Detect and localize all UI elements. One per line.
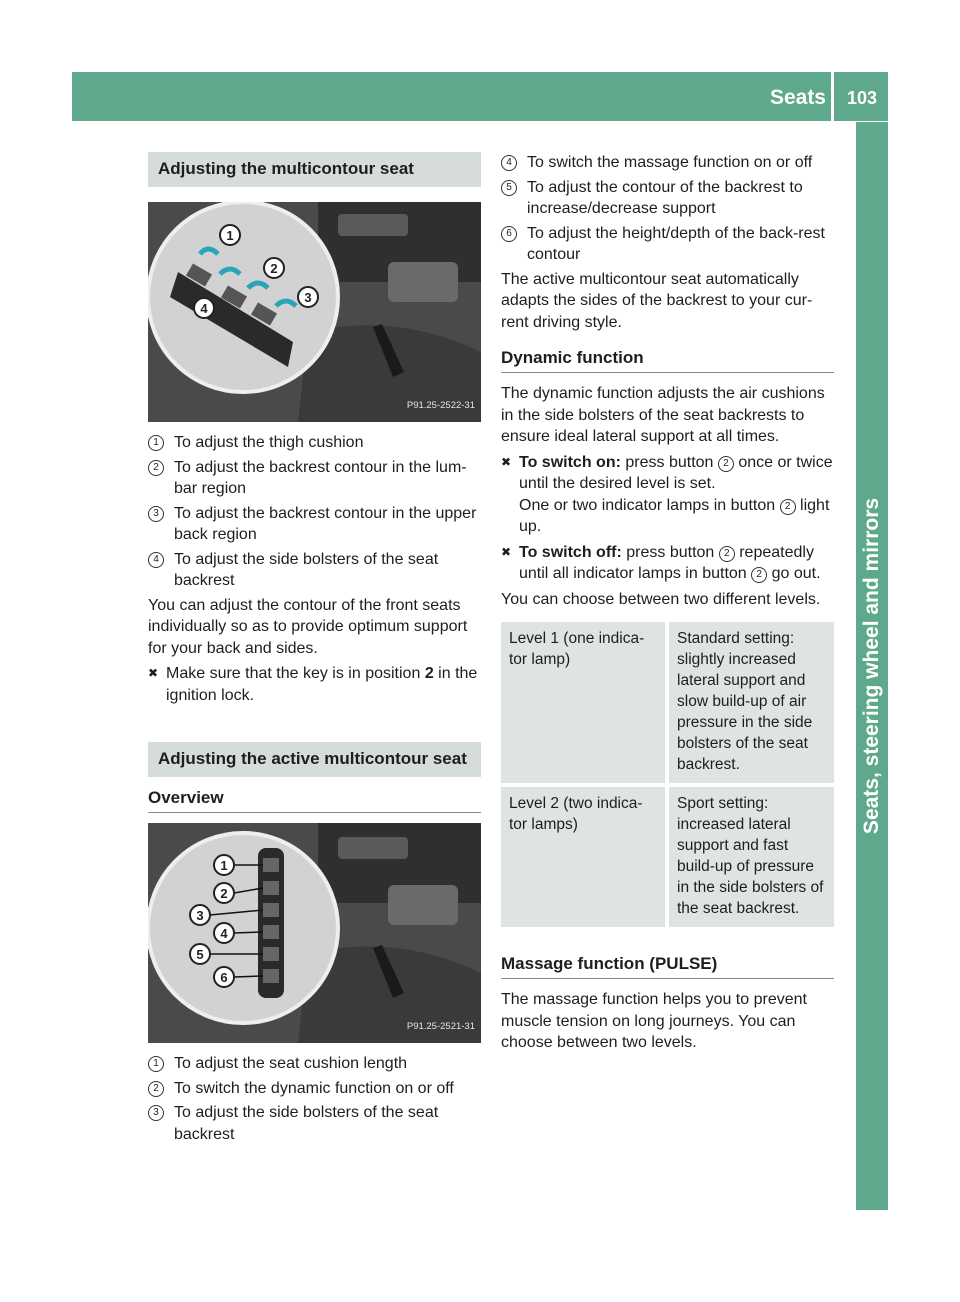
overview-heading: Overview xyxy=(148,787,481,813)
list-item: 6 To adjust the height/depth of the back-rest contour xyxy=(501,223,834,266)
section-title: Seats xyxy=(769,86,826,109)
massage-paragraph: The massage function helps you to prevent muscle tension on long journeys. You can choose between two levels. xyxy=(501,991,807,1051)
multicontour-legend xyxy=(148,432,481,592)
header-separator xyxy=(831,72,834,121)
multicontour-heading: Adjusting the multicontour seat xyxy=(148,152,481,187)
dynamic-heading: Dynamic function xyxy=(501,347,834,373)
seat-control-illustration xyxy=(148,202,481,422)
list-item: 2 To switch the dynamic function on or off xyxy=(148,1078,481,1100)
list-item: 4 To adjust the side bolsters of the seat backrest xyxy=(148,549,481,592)
massage-heading: Massage function (PULSE) xyxy=(501,953,834,979)
list-item: 2 To adjust the backrest contour in the lum-bar region xyxy=(148,457,481,500)
svg-text:5: 5 xyxy=(196,947,204,962)
svg-text:1: 1 xyxy=(220,858,228,873)
active-multicontour-heading: Adjusting the active multicontour seat xyxy=(148,742,481,777)
side-tab-label: Seats, steering wheel and mirrors xyxy=(860,497,883,835)
level-desc-cell: Sport setting: increased lateral support and fast build-up of pressure in the side bolsters of the seat backrest. xyxy=(665,787,834,927)
ignition-step: ✖ Make sure that the key is in position 2 in the ignition lock. xyxy=(148,665,478,704)
multicontour-paragraph: You can adjust the contour of the front seats individually so as to provide optimum support for your back and sides. xyxy=(148,596,468,657)
svg-text:2: 2 xyxy=(270,261,278,276)
list-item: 5 To adjust the contour of the backrest to increase/decrease support xyxy=(501,177,834,220)
svg-text:3: 3 xyxy=(304,290,312,305)
svg-text:1: 1 xyxy=(226,228,234,243)
active-multicontour-photo xyxy=(148,823,481,1043)
svg-text:3: 3 xyxy=(196,908,204,923)
active-multicontour-paragraph: The active multicontour seat automatically adapts the sides of the backrest to your cur-rent driving style. xyxy=(501,270,813,331)
multicontour-photo xyxy=(148,202,481,422)
active-multicontour-legend-b xyxy=(501,152,834,266)
switch-on-step: ✖ To switch on: press button 2 once or twice until the desired level is set. One or two indicator lamps in button 2 light up. xyxy=(501,453,833,535)
table-row xyxy=(501,622,834,783)
left-column xyxy=(148,152,481,1148)
level-desc-cell: Standard setting: slightly increased lateral support and slow build-up of air pressure in the side bolsters of the seat backrest. xyxy=(665,622,834,783)
table-row xyxy=(501,787,834,927)
step-arrow-icon: ✖ xyxy=(148,666,159,680)
list-item: 3 To adjust the side bolsters of the seat backrest xyxy=(148,1102,481,1145)
image-code: P91.25-2521-31 xyxy=(406,1020,475,1032)
svg-text:6: 6 xyxy=(220,970,228,985)
image-code: P91.25-2522-31 xyxy=(406,399,475,411)
levels-intro: You can choose between two different levels. xyxy=(501,590,821,608)
right-column xyxy=(501,152,834,1058)
list-item: 4 To switch the massage function on or off xyxy=(501,152,834,174)
svg-text:4: 4 xyxy=(220,926,228,941)
levels-table xyxy=(501,618,834,931)
svg-text:2: 2 xyxy=(220,886,228,901)
list-item: 1 To adjust the thigh cushion xyxy=(148,432,481,454)
list-item: 3 To adjust the backrest contour in the upper back region xyxy=(148,503,481,546)
level-cell: Level 1 (one indica-tor lamp) xyxy=(501,622,665,783)
page-number: 103 xyxy=(846,88,878,108)
step-arrow-icon: ✖ xyxy=(501,454,512,469)
step-arrow-icon: ✖ xyxy=(501,544,512,559)
list-item: 1 To adjust the seat cushion length xyxy=(148,1053,481,1075)
active-multicontour-legend-a xyxy=(148,1053,481,1145)
active-seat-illustration xyxy=(148,823,481,1043)
dynamic-paragraph: The dynamic function adjusts the air cushions in the side bolsters of the seat backrests to ensure ideal lateral support at all times. xyxy=(501,385,825,445)
svg-text:4: 4 xyxy=(200,301,208,316)
level-cell: Level 2 (two indica-tor lamps) xyxy=(501,787,665,927)
switch-off-step: ✖ To switch off: press button 2 repeatedly until all indicator lamps in button 2 go out. xyxy=(501,543,821,582)
